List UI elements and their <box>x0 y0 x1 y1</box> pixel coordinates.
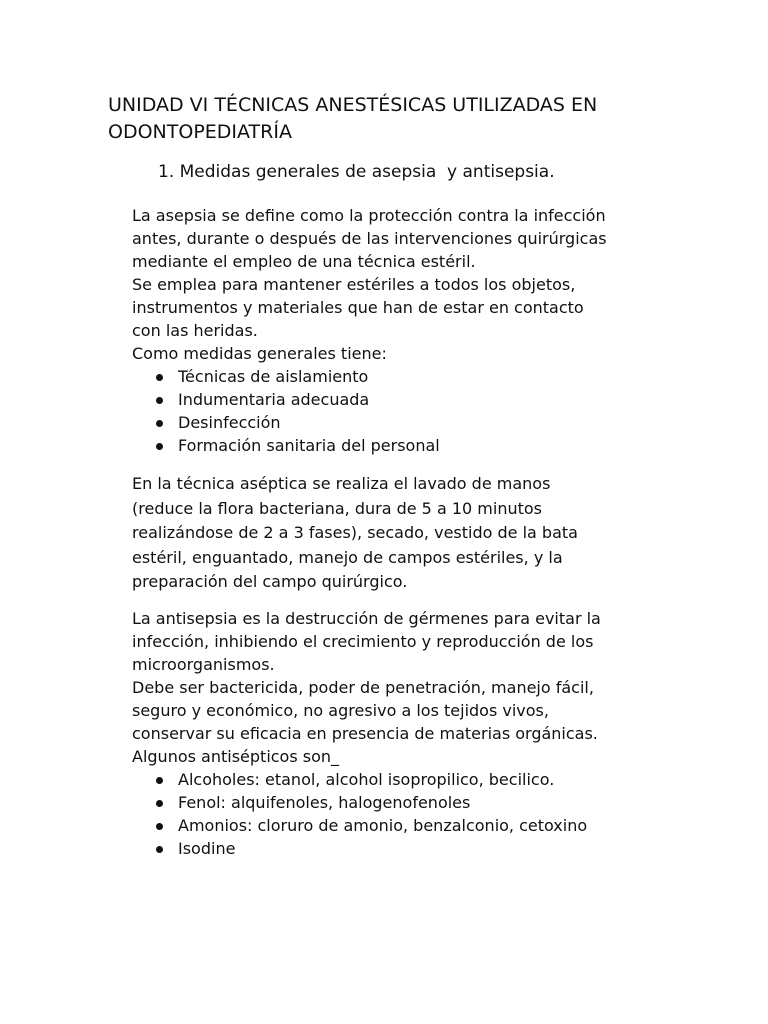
bullet-icon <box>156 397 163 404</box>
asepsia-line: La asepsia se define como la protección contra la infección <box>132 206 606 225</box>
paragraph-line: realizándose de 2 a 3 fases), secado, vestido de la bata <box>132 523 578 542</box>
asepsia-line: antes, durante o después de las intervenciones quirúrgicas <box>132 229 607 248</box>
list-item <box>132 411 652 434</box>
list-item <box>132 768 652 791</box>
tecnica-aseptica-block <box>132 472 652 595</box>
list-item <box>132 837 652 860</box>
antisepticos-bullet-list <box>132 768 652 860</box>
paragraph-line: En la técnica aséptica se realiza el lavado de manos <box>132 474 551 493</box>
bullet-icon <box>156 800 163 807</box>
list-item-text: Desinfección <box>178 413 281 432</box>
list-item-text: Isodine <box>178 839 236 858</box>
paragraph-line: (reduce la flora bacteriana, dura de 5 a 10 minutos <box>132 498 542 518</box>
bullet-icon <box>156 443 163 450</box>
antisepsia-line: infección, inhibiendo el crecimiento y reproducción de los <box>132 632 594 651</box>
asepsia-line: mediante el empleo de una técnica estéril. <box>132 252 476 271</box>
antisepsia-line: conservar su eficacia en presencia de materias orgánicas. <box>132 724 598 743</box>
page-title: UNIDAD VI TÉCNICAS ANESTÉSICAS UTILIZADAS EN ODONTOPEDIATRÍA <box>108 94 598 143</box>
list-item-text: Alcoholes: etanol, alcohol isopropilico, becilico. <box>178 770 555 789</box>
list-item <box>132 388 652 411</box>
list-item-text: Fenol: alquifenoles, halogenofenoles <box>178 793 471 812</box>
antisepsia-block <box>132 607 652 860</box>
list-item-text: Técnicas de aislamiento <box>178 367 369 386</box>
antisepsia-line: microorganismos. <box>132 655 275 674</box>
asepsia-block <box>132 204 652 457</box>
antisepsia-line: seguro y económico, no agresivo a los tejidos vivos, <box>132 701 549 720</box>
paragraph-line: preparación del campo quirúrgico. <box>132 572 408 591</box>
asepsia-bullet-list <box>132 365 652 457</box>
bullet-icon <box>156 374 163 381</box>
antisepsia-line: Algunos antisépticos son_ <box>132 747 340 766</box>
bullet-icon <box>156 420 163 427</box>
list-item <box>132 814 652 837</box>
bullet-icon <box>156 846 163 853</box>
asepsia-line: instrumentos y materiales que han de estar en contacto <box>132 298 584 317</box>
bullet-icon <box>156 823 163 830</box>
section-heading: 1. Medidas generales de asepsia y antisepsia. <box>158 162 555 182</box>
bullet-icon <box>156 777 163 784</box>
list-item-text: Formación sanitaria del personal <box>178 436 440 455</box>
asepsia-line: Como medidas generales tiene: <box>132 344 387 363</box>
list-item <box>132 434 652 457</box>
antisepsia-line: La antisepsia es la destrucción de gérmenes para evitar la <box>132 609 601 628</box>
list-item-text: Amonios: cloruro de amonio, benzalconio, cetoxino <box>178 816 588 835</box>
list-item-text: Indumentaria adecuada <box>178 390 370 409</box>
asepsia-line: con las heridas. <box>132 321 258 340</box>
antisepsia-line: Debe ser bactericida, poder de penetración, manejo fácil, <box>132 678 594 697</box>
list-item <box>132 791 652 814</box>
paragraph-line: estéril, enguantado, manejo de campos estériles, y la <box>132 547 563 567</box>
asepsia-line: Se emplea para mantener estériles a todos los objetos, <box>132 275 576 294</box>
list-item <box>132 365 652 388</box>
